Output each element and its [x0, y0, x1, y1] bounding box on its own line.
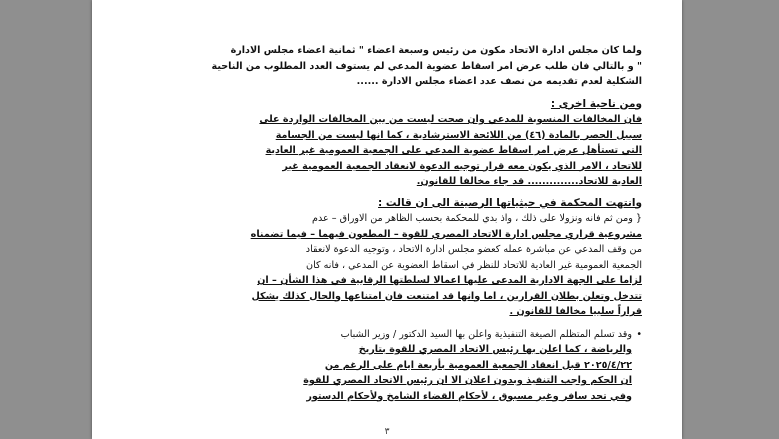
page-number: ٣	[384, 427, 390, 437]
text-line: { ومن ثم فانه ونزولا على ذلك ، واذ بدي للمحكمة بحسب الظاهر من الاوراق – عدم	[312, 213, 642, 224]
text-line: " و بالتالي فان طلب عرض امر اسقاط عضوية المدعي لم يستوف العدد المطلوب من الناحية	[211, 60, 642, 72]
text-line: من وقف المدعي عن مباشرة عمله كعضو مجلس ادارة الاتحاد ، وتوجيه الدعوة لانعقاد	[305, 244, 642, 255]
paragraph-violations	[132, 112, 642, 190]
section-heading-other: ومن ناحية اخرى :	[550, 97, 642, 110]
text-line: ان الحكم واجب التنفيذ وبدون اعلان الا ان رئيس الاتحاد المصري للقوة	[303, 375, 632, 386]
paragraph-court-ruling	[132, 211, 642, 320]
text-line: والرياضة ، كما اعلن بها رئيس الاتحاد المصري للقوة بتاريخ	[358, 344, 632, 355]
paragraph-board-composition	[132, 43, 642, 90]
text-line: مشروعية قراري مجلس ادارة الاتحاد المصري للقوة – المطعون فيهما – فيما تضمناه	[250, 228, 642, 240]
text-line: للاتحاد ، الامر الذي يكون معه قرار توجيه الدعوة لانعقاد الجمعية العمومية غير	[282, 160, 642, 172]
text-line: ٢٠٢٥/٤/٢٢ قبل انعقاد الجمعية العمومية بأربعة ايام على الرغم من	[324, 359, 632, 371]
section-heading-court: وانتهت المحكمة في حيثياتها الرصينة الى ان قالت :	[378, 196, 642, 209]
document-page	[92, 0, 682, 439]
paragraph-execution	[132, 327, 642, 405]
text-line: تتدخل وتعلن بطلان القرارين ، اما وانها قد امتنعت فان امتناعها والحال كذلك يشكل	[251, 290, 642, 302]
page-content	[132, 43, 642, 404]
bullet-icon: •	[636, 328, 642, 340]
text-line: الجمعية العمومية غير العادية للاتحاد للنظر في اسقاط العضوية عن المدعي ، فانه كان	[306, 259, 642, 271]
text-line: وفي تحد سافر وغير مسبوق ، لأحكام القضاء الشامخ ولأحكام الدستور	[306, 390, 632, 402]
text-line: لزاما على الجهة الادارية المدعى عليها اعمالا لسلطتها الرقابية في هذا الشأن – ان	[257, 275, 642, 286]
text-line: العادية للاتحاد.............. قد جاء مخالفا للقانون.	[416, 176, 642, 187]
text-line: فان المخالفات المنسوبة للمدعي وان صحت ليست من بين المخالفات الواردة على	[259, 114, 642, 125]
text-line: قراراً سلبيا مخالفا للقانون .	[509, 306, 642, 317]
text-line: ولما كان مجلس ادارة الاتحاد مكون من رئيس وسبعة اعضاء " ثمانية اعضاء مجلس الادارة	[230, 45, 642, 56]
text-line: سبيل الحصر بالمادة (٤٦) من اللائحة الاسترشادية ، كما انها ليست من الجسامة	[275, 129, 642, 141]
text-line: وقد تسلم المتظلم الصيغة التنفيذية واعلن بها السيد الدكتور / وزير الشباب	[340, 328, 632, 340]
text-line: التي تستأهل عرض امر اسقاط عضوية المدعي على الجمعية العمومية غير العادية	[265, 145, 642, 156]
text-line: الشكلية لعدم تقديمه من نصف عدد اعضاء مجلس الادارة ......	[356, 76, 642, 87]
